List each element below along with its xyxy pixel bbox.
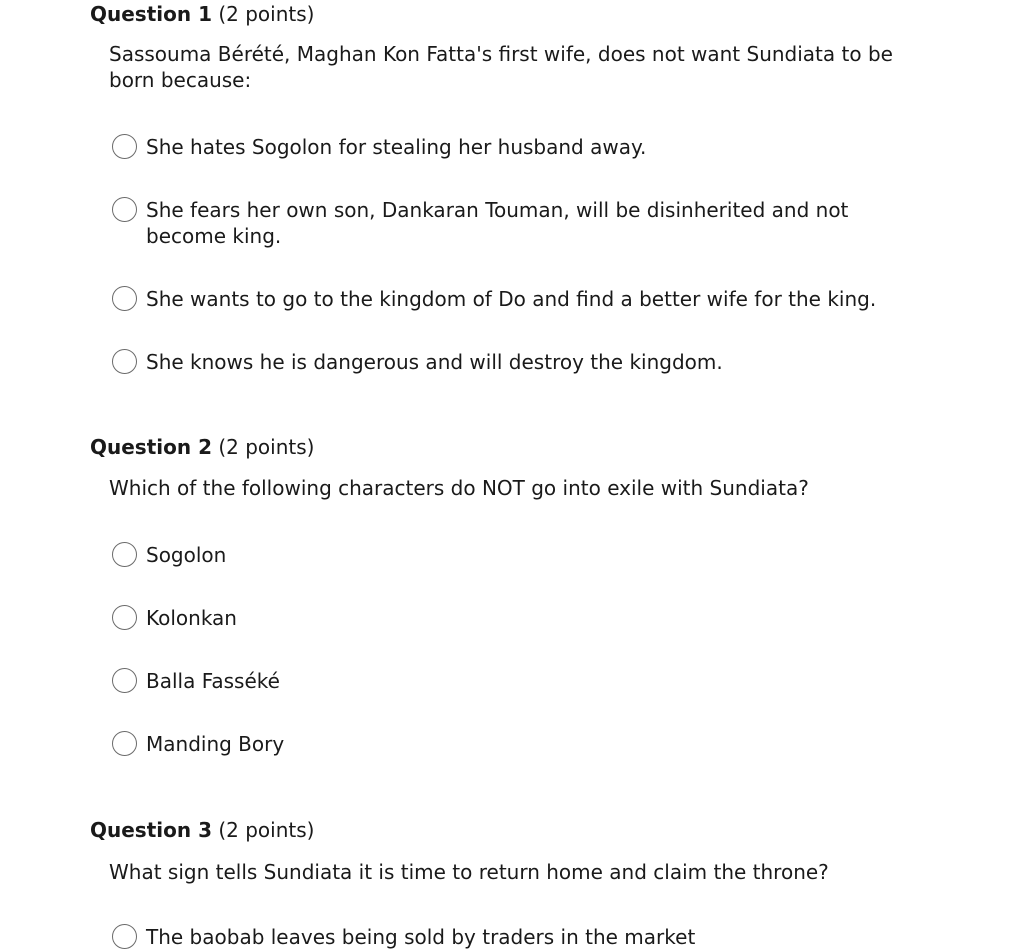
answer-option-label: She wants to go to the kingdom of Do and find a better wife for the king. [146, 287, 877, 311]
question-text: Which of the following characters do NOT go into exile with Sundiata? [109, 476, 809, 500]
answer-option-label: Balla Fasséké [146, 669, 280, 693]
answer-option-label: Manding Bory [146, 732, 285, 756]
answer-option[interactable] [112, 349, 912, 375]
question-points: (2 points) [211, 435, 315, 459]
answer-option-label: She knows he is dangerous and will destroy the kingdom. [146, 350, 723, 374]
question-label: Question 1 [90, 2, 212, 26]
radio-button[interactable] [112, 197, 137, 222]
question-header [90, 817, 314, 843]
answer-option[interactable] [112, 134, 912, 160]
answer-option[interactable] [112, 731, 912, 757]
question-text: Sassouma Bérété, Maghan Kon Fatta's first wife, does not want Sundiata to be born because: [109, 42, 893, 92]
question-points: (2 points) [211, 2, 315, 26]
radio-button[interactable] [112, 542, 137, 567]
radio-button[interactable] [112, 731, 137, 756]
answer-option[interactable] [112, 286, 912, 312]
question-points: (2 points) [211, 818, 315, 842]
answer-option-label: She fears her own son, Dankaran Touman, will be disinherited and not become king. [146, 198, 849, 248]
radio-button[interactable] [112, 924, 137, 949]
question-label: Question 2 [90, 435, 212, 459]
answer-option[interactable] [112, 542, 912, 568]
radio-button[interactable] [112, 605, 137, 630]
question-header [90, 434, 314, 460]
answer-option[interactable] [112, 668, 912, 694]
answer-option-label: Kolonkan [146, 606, 237, 630]
radio-button[interactable] [112, 349, 137, 374]
question-text: What sign tells Sundiata it is time to return home and claim the throne? [109, 860, 829, 884]
answer-option[interactable] [112, 197, 912, 249]
radio-button[interactable] [112, 668, 137, 693]
answer-option-label: She hates Sogolon for stealing her husband away. [146, 135, 647, 159]
answer-option-label: Sogolon [146, 543, 227, 567]
radio-button[interactable] [112, 134, 137, 159]
radio-button[interactable] [112, 286, 137, 311]
answer-option[interactable] [112, 924, 912, 950]
answer-option[interactable] [112, 605, 912, 631]
answer-option-label: The baobab leaves being sold by traders in the market [146, 925, 696, 949]
question-label: Question 3 [90, 818, 212, 842]
question-header [90, 1, 314, 27]
